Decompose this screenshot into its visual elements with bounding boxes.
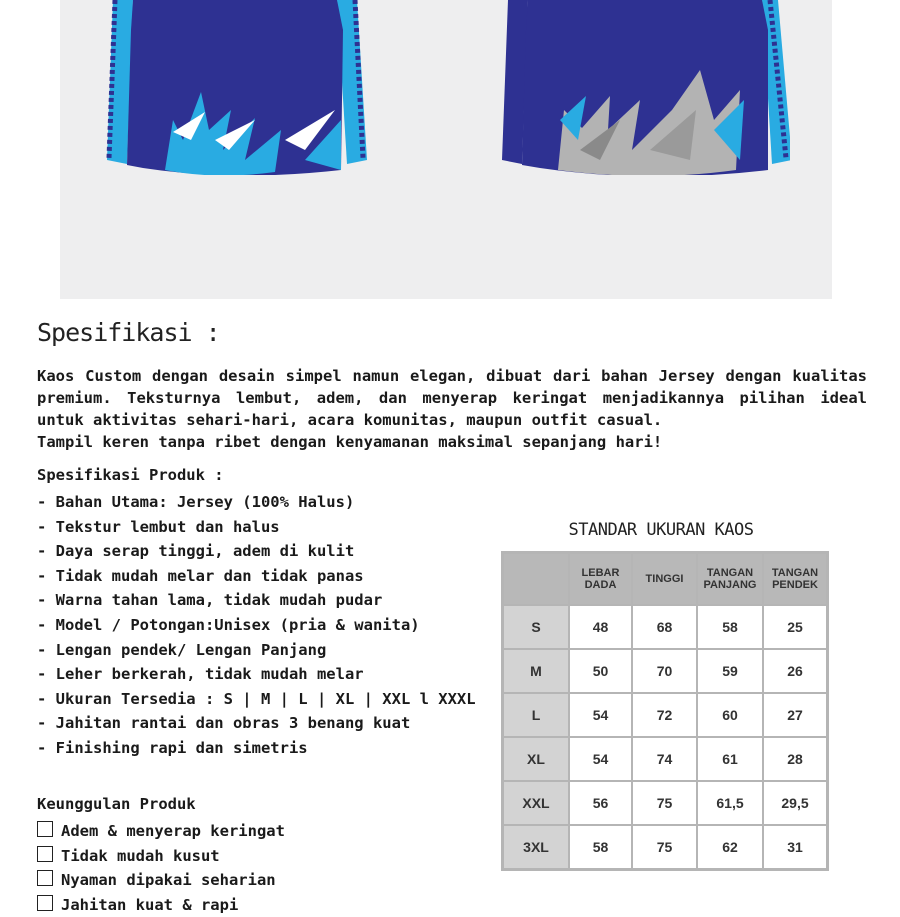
table-cell: 56 [569,781,632,825]
advantage-item: Nyaman dipakai seharian [37,868,285,893]
table-cell: 74 [632,737,697,781]
table-row [503,781,827,825]
spec-title: Spesifikasi Produk : [37,466,224,484]
size-label: L [503,693,569,737]
spec-item: - Tidak mudah melar dan tidak panas [37,566,364,585]
table-cell: 27 [763,693,827,737]
table-cell: 62 [697,825,763,869]
table-cell: 61,5 [697,781,763,825]
table-cell: 54 [569,693,632,737]
header-cell: TINGGI [632,553,697,605]
table-cell: 60 [697,693,763,737]
table-cell: 28 [763,737,827,781]
size-chart-header [503,553,827,605]
table-cell: 68 [632,605,697,649]
size-label: XL [503,737,569,781]
size-label: 3XL [503,825,569,869]
table-cell: 75 [632,781,697,825]
size-chart-title: STANDAR UKURAN KAOS [568,520,754,540]
table-cell: 58 [697,605,763,649]
header-cell: LEBAR DADA [569,553,632,605]
spec-item: - Lengan pendek/ Lengan Panjang [37,640,327,659]
header-cell: TANGAN PENDEK [763,553,827,605]
header-cell: TANGAN PANJANG [697,553,763,605]
spec-item: - Leher berkerah, tidak mudah melar [37,665,364,684]
spec-item: - Tekstur lembut dan halus [37,517,280,536]
table-cell: 29,5 [763,781,827,825]
table-cell: 75 [632,825,697,869]
checkbox-icon [37,821,53,837]
table-cell: 50 [569,649,632,693]
table-row [503,649,827,693]
description-tagline: Tampil keren tanpa ribet dengan kenyamanan maksimal sepanjang hari! [37,433,663,451]
size-label: XXL [503,781,569,825]
table-cell: 26 [763,649,827,693]
table-cell: 31 [763,825,827,869]
advantages-list [37,819,285,917]
spec-item: - Daya serap tinggi, adem di kulit [37,542,355,561]
spec-item: - Warna tahan lama, tidak mudah pudar [37,591,383,610]
table-row [503,693,827,737]
table-cell: 25 [763,605,827,649]
table-cell: 61 [697,737,763,781]
spec-item: - Finishing rapi dan simetris [37,738,308,757]
size-chart-table [501,551,829,871]
table-row [503,737,827,781]
table-cell: 72 [632,693,697,737]
jersey-back-illustration [500,0,790,175]
product-description [37,365,867,453]
advantages-title: Keunggulan Produk [37,795,196,813]
advantage-item: Jahitan kuat & rapi [37,893,285,917]
spec-item: - Bahan Utama: Jersey (100% Halus) [37,493,355,511]
checkbox-icon [37,895,53,911]
table-cell: 54 [569,737,632,781]
table-cell: 58 [569,825,632,869]
header-cell [503,553,569,605]
table-row [503,605,827,649]
size-label: M [503,649,569,693]
description-paragraph: Kaos Custom dengan desain simpel namun elegan, dibuat dari bahan Jersey dengan kualitas premium. Teksturnya lembut, adem, dan menyerap keringat menjadikannya pilihan ideal untuk aktivitas sehari-hari, acara komunitas, maupun outfit casual. [37,367,867,429]
table-cell: 70 [632,649,697,693]
page-title: Spesifikasi : [37,318,220,347]
spec-item: - Ukuran Tersedia : S | M | L | XL | XXL l XXXL [37,689,476,708]
spec-list [37,490,476,761]
jersey-front-illustration [105,0,385,175]
checkbox-icon [37,846,53,862]
spec-item: - Jahitan rantai dan obras 3 benang kuat [37,714,411,733]
advantage-item: Tidak mudah kusut [37,844,285,869]
product-image-panel [60,0,832,299]
size-label: S [503,605,569,649]
advantage-item: Adem & menyerap keringat [37,819,285,844]
checkbox-icon [37,870,53,886]
table-row [503,825,827,869]
table-cell: 48 [569,605,632,649]
table-cell: 59 [697,649,763,693]
spec-item: - Model / Potongan:Unisex (pria & wanita) [37,615,420,634]
